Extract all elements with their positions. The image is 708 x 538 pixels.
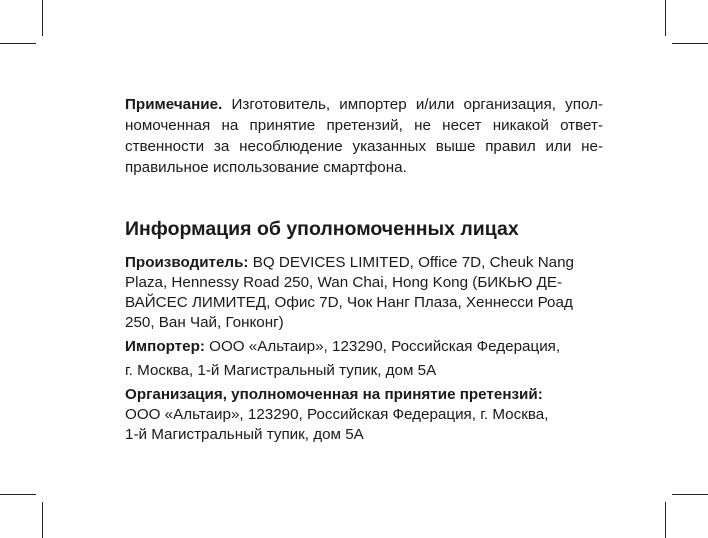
importer-block (125, 337, 603, 381)
manufacturer-line-2: Plaza, Hennessy Road 250, Wan Chai, Hong Kong (БИКЬЮ ДЕ- (125, 274, 563, 291)
manufacturer-line-4: 250, Ван Чай, Гонконг) (125, 314, 284, 331)
crop-mark-top-left-horizontal (0, 43, 36, 44)
manufacturer-label: Производитель: (125, 254, 249, 271)
importer-line-1 (125, 337, 603, 357)
document-content (125, 94, 603, 443)
manufacturer-text-1: BQ DEVICES LIMITED, Office 7D, Cheuk Nang (248, 254, 575, 271)
manufacturer-line-1 (125, 253, 603, 273)
crop-mark-bottom-right-horizontal (672, 494, 708, 495)
claims-org-label: Организация, уполномоченная на принятие претензий: (125, 386, 543, 403)
importer-text-1: ООО «Альтаир», 123290, Российская Федерация, (204, 338, 561, 355)
authorized-persons-info (125, 253, 603, 449)
note-paragraph (125, 94, 603, 178)
crop-mark-bottom-left-vertical (42, 502, 43, 538)
manufacturer-line-3: ВАЙСЕС ЛИМИТЕД, Офис 7D, Чок Нанг Плаза, Хеннесси Роад (125, 294, 573, 311)
section-title: Информация об уполномоченных лицах (125, 218, 519, 240)
crop-mark-top-left-vertical (42, 0, 43, 36)
note-text: Изготовитель, импортер и/или организация, упол- номоченная на принятие претензий, не несет никакой ответ- ственности за несоблюдение указанных выше правил или не- правильное использование смартфона. (125, 96, 603, 176)
claims-org-line-2: 1-й Магистральный тупик, дом 5А (125, 426, 364, 443)
claims-org-block (125, 385, 603, 445)
importer-line-2: г. Москва, 1-й Магистральный тупик, дом 5А (125, 362, 437, 379)
manufacturer-block (125, 253, 603, 333)
crop-mark-top-right-vertical (665, 0, 666, 36)
importer-label: Импортер: (125, 338, 205, 355)
claims-org-line-1: ООО «Альтаир», 123290, Российская Федерация, г. Москва, (125, 406, 549, 423)
crop-mark-bottom-left-horizontal (0, 494, 36, 495)
crop-mark-top-right-horizontal (672, 43, 708, 44)
crop-mark-bottom-right-vertical (665, 502, 666, 538)
note-label: Примечание. (125, 96, 223, 113)
